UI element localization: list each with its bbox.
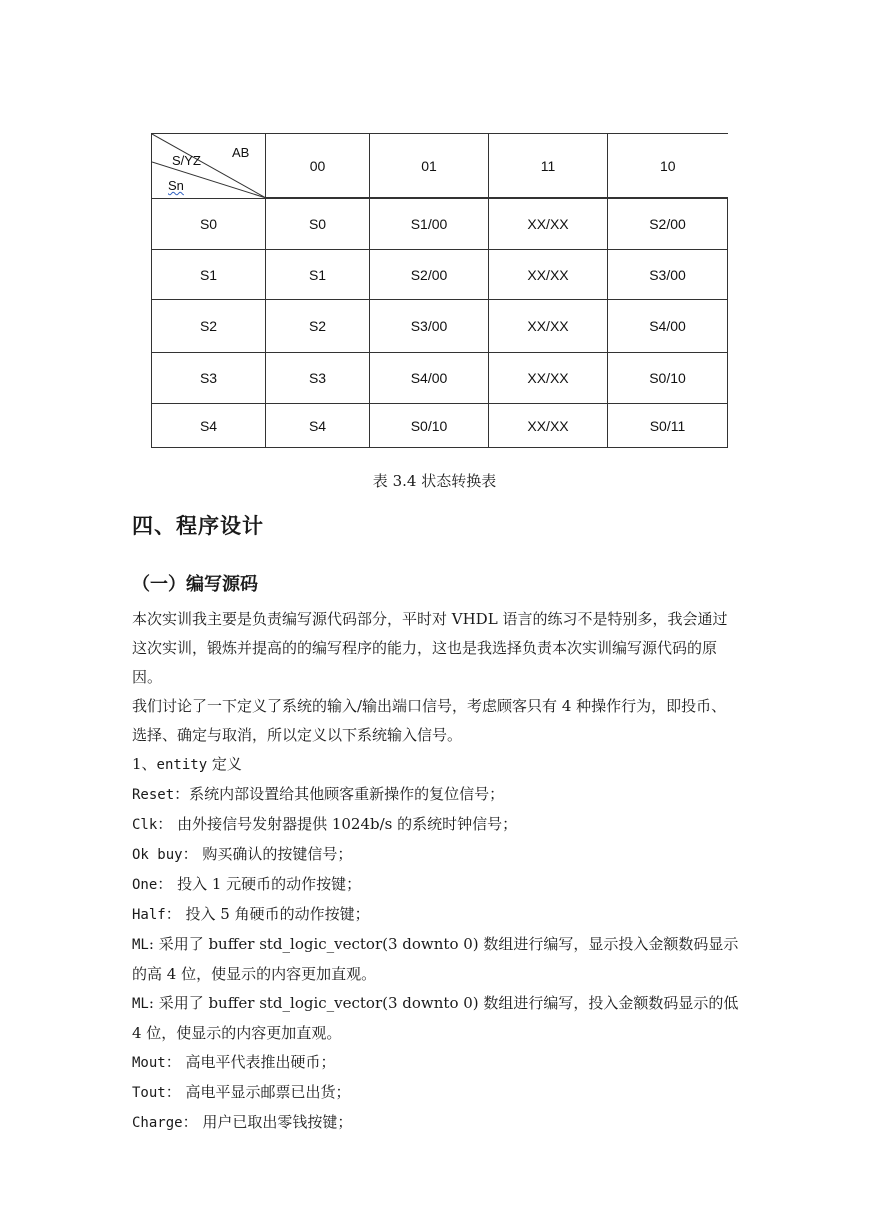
signal-name: Charge xyxy=(132,1115,183,1131)
table-row xyxy=(152,250,728,300)
subsection-title: （一）编写源码 xyxy=(132,574,258,595)
table-cell: S3 xyxy=(266,353,370,404)
table-cell: S3/00 xyxy=(370,300,489,353)
table-cell: S0/10 xyxy=(370,404,489,448)
signal-description: 由外接信号发射器提供 1024b/s 的系统时钟信号； xyxy=(177,815,518,833)
signal-description: 用户已取出零钱按键； xyxy=(202,1113,353,1131)
table-cell: XX/XX xyxy=(489,300,608,353)
signal-line xyxy=(132,1078,740,1108)
table-cell: XX/XX xyxy=(489,250,608,300)
signal-name: Half xyxy=(132,907,166,923)
signal-line xyxy=(132,870,740,900)
table-cell: S4 xyxy=(266,404,370,448)
paragraph: 我们讨论了一下定义了系统的输入/输出端口信号，考虑顾客只有 4 种操作行为，即投币、选择、确定与取消，所以定义以下系统输入信号。 xyxy=(132,697,727,744)
column-header: 00 xyxy=(266,134,370,199)
signal-separator: : xyxy=(148,994,159,1012)
signal-description: 投入 5 角硬币的动作按键； xyxy=(185,905,370,923)
signal-line xyxy=(132,810,740,840)
corner-label-state: Sn xyxy=(168,178,184,193)
body-text xyxy=(132,605,740,1138)
row-state-cell: S4 xyxy=(152,404,266,448)
entity-heading xyxy=(132,750,740,780)
signal-name: Clk xyxy=(132,817,158,833)
table-cell: S1 xyxy=(266,250,370,300)
signal-separator: : xyxy=(148,935,159,953)
table-row xyxy=(152,199,728,250)
table-row xyxy=(152,353,728,404)
signal-separator: ： xyxy=(182,1113,203,1131)
signal-separator: ： xyxy=(182,845,203,863)
signal-description: 高电平显示邮票已出货； xyxy=(185,1083,351,1101)
signal-separator: ： xyxy=(157,815,178,833)
row-state-cell: S2 xyxy=(152,300,266,353)
signal-description: 高电平代表推出硬币； xyxy=(185,1053,336,1071)
signal-separator: ： xyxy=(165,1083,186,1101)
column-header: 10 xyxy=(608,134,728,199)
section-title: 四、程序设计 xyxy=(132,514,264,538)
table-row xyxy=(152,300,728,353)
table-cell: S2 xyxy=(266,300,370,353)
row-state-cell: S0 xyxy=(152,199,266,250)
row-state-cell: S3 xyxy=(152,353,266,404)
paragraph: 本次实训我主要是负责编写源代码部分，平时对 VHDL 语言的练习不是特别多，我会通过这次实训，锻炼并提高的的编写程序的能力，这也是我选择负责本次实训编写源代码的原因。 xyxy=(132,610,728,686)
column-header: 01 xyxy=(370,134,489,199)
signal-name: Tout xyxy=(132,1085,166,1101)
table-cell: S0/11 xyxy=(608,404,728,448)
column-header: 11 xyxy=(489,134,608,199)
table-cell: S0 xyxy=(266,199,370,250)
table-row xyxy=(152,404,728,448)
table-cell: XX/XX xyxy=(489,199,608,250)
signal-line xyxy=(132,930,740,989)
signal-separator: ： xyxy=(157,875,178,893)
table-caption: 表 3.4 状态转换表 xyxy=(372,472,497,490)
entity-keyword: entity xyxy=(156,757,208,773)
signal-line xyxy=(132,780,740,810)
signal-separator: ： xyxy=(165,905,186,923)
table-cell: XX/XX xyxy=(489,353,608,404)
signal-line xyxy=(132,1048,740,1078)
corner-label-inputs: AB xyxy=(232,145,250,160)
signal-name: Ok buy xyxy=(132,847,183,863)
signal-description: 采用了 buffer std_logic_vector(3 downto 0) 数组进行编写，显示投入金额数码显示的高 4 位，使显示的内容更加直观。 xyxy=(132,935,739,983)
signal-separator: ： xyxy=(165,1053,186,1071)
table-cell: XX/XX xyxy=(489,404,608,448)
table-cell: S4/00 xyxy=(608,300,728,353)
table-cell: S2/00 xyxy=(608,199,728,250)
signal-separator: ： xyxy=(174,785,190,803)
state-transition-table xyxy=(151,133,728,448)
signal-line xyxy=(132,840,740,870)
signal-line xyxy=(132,1108,740,1138)
signal-name: One xyxy=(132,877,158,893)
signal-description: 购买确认的按键信号； xyxy=(202,845,353,863)
table-cell: S0/10 xyxy=(608,353,728,404)
signal-name: ML xyxy=(132,937,149,953)
table-cell: S1/00 xyxy=(370,199,489,250)
signal-description: 采用了 buffer std_logic_vector(3 downto 0) 数组进行编写，投入金额数码显示的低 4 位，使显示的内容更加直观。 xyxy=(132,994,739,1042)
signal-name: ML xyxy=(132,996,149,1012)
signal-description: 系统内部设置给其他顾客重新操作的复位信号； xyxy=(189,785,505,803)
signal-line xyxy=(132,989,740,1048)
table-cell: S4/00 xyxy=(370,353,489,404)
table-corner-cell xyxy=(152,134,266,199)
signal-name: Reset xyxy=(132,787,175,803)
entity-heading-suffix: 定义 xyxy=(207,755,242,773)
signal-description: 投入 1 元硬币的动作按键； xyxy=(177,875,362,893)
table-cell: S3/00 xyxy=(608,250,728,300)
row-state-cell: S1 xyxy=(152,250,266,300)
entity-heading-prefix: 1、 xyxy=(132,755,157,773)
signal-line xyxy=(132,900,740,930)
table-header-row xyxy=(152,134,728,199)
corner-label-outputs: S/YZ xyxy=(172,153,201,168)
table-cell: S2/00 xyxy=(370,250,489,300)
signal-name: Mout xyxy=(132,1055,166,1071)
